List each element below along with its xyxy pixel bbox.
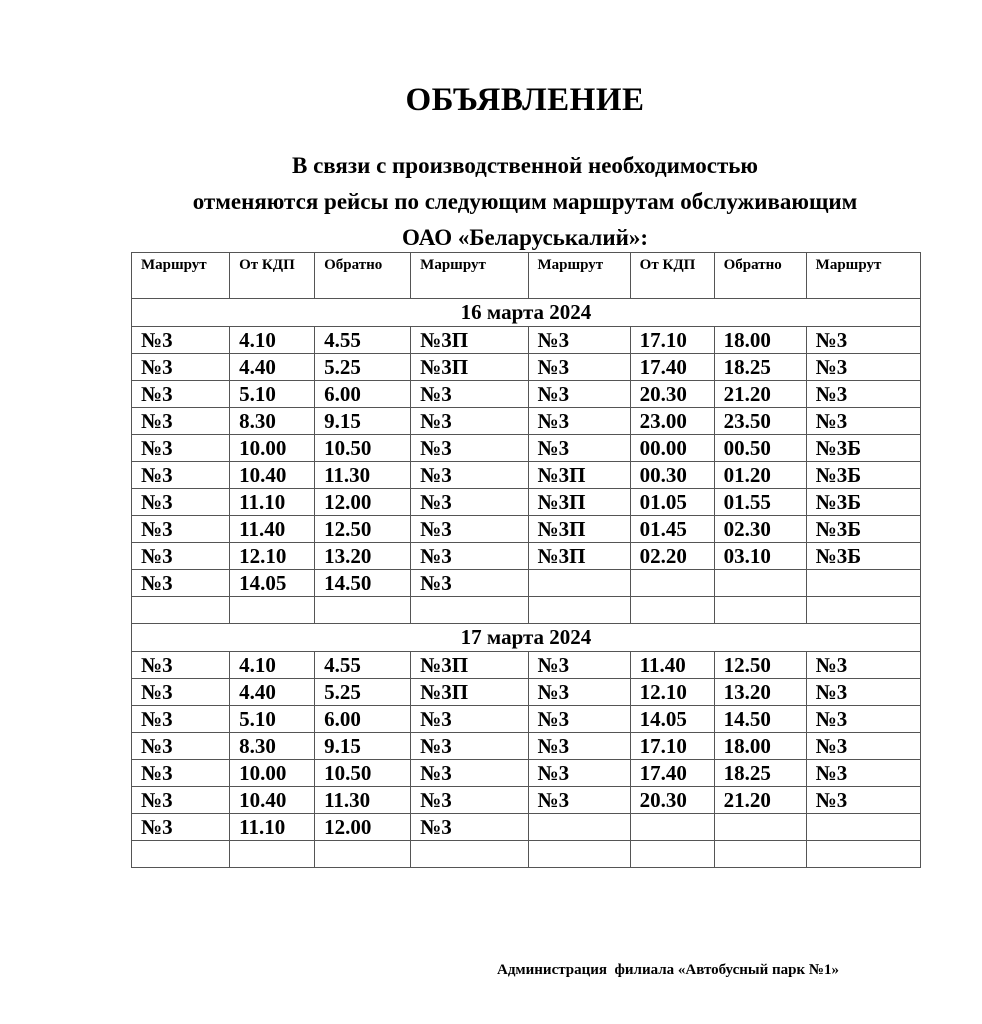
- table-cell: №3Б: [806, 516, 920, 543]
- table-cell: 10.00: [230, 760, 315, 787]
- table-cell: 01.45: [630, 516, 714, 543]
- table-cell: №3: [132, 543, 230, 570]
- table-cell: №3: [411, 706, 528, 733]
- table-cell: [411, 841, 528, 868]
- table-cell: 9.15: [315, 408, 411, 435]
- table-cell: [230, 841, 315, 868]
- table-cell: 00.00: [630, 435, 714, 462]
- table-row: [132, 652, 921, 679]
- table-cell: №3: [132, 435, 230, 462]
- table-cell: №3П: [411, 354, 528, 381]
- table-cell: 17.10: [630, 733, 714, 760]
- table-cell: 13.20: [315, 543, 411, 570]
- table-cell: №3: [132, 787, 230, 814]
- table-cell: 12.10: [230, 543, 315, 570]
- table-cell: 11.10: [230, 814, 315, 841]
- table-row: [132, 597, 921, 624]
- table-cell: 10.50: [315, 435, 411, 462]
- table-cell: №3: [411, 570, 528, 597]
- table-row: [132, 733, 921, 760]
- table-cell: №3: [528, 381, 630, 408]
- table-cell: 01.20: [714, 462, 806, 489]
- table-cell: 20.30: [630, 381, 714, 408]
- table-cell: №3: [411, 408, 528, 435]
- table-cell: №3П: [528, 516, 630, 543]
- table-cell: 11.40: [230, 516, 315, 543]
- table-cell: 10.50: [315, 760, 411, 787]
- table-cell: №3: [806, 652, 920, 679]
- table-cell: [630, 597, 714, 624]
- table-row: [132, 841, 921, 868]
- table-cell: [630, 570, 714, 597]
- table-cell: №3: [132, 489, 230, 516]
- table-row: [132, 354, 921, 381]
- table-cell: [411, 597, 528, 624]
- table-cell: №3: [132, 679, 230, 706]
- table-row: [132, 706, 921, 733]
- table-cell: №3: [806, 354, 920, 381]
- table-cell: №3: [528, 652, 630, 679]
- header-route: Маршрут: [411, 253, 528, 299]
- table-cell: 18.25: [714, 354, 806, 381]
- table-cell: [132, 841, 230, 868]
- table-cell: 5.25: [315, 679, 411, 706]
- table-cell: 10.00: [230, 435, 315, 462]
- table-cell: 23.50: [714, 408, 806, 435]
- table-cell: 17.40: [630, 354, 714, 381]
- header-return: Обратно: [315, 253, 411, 299]
- table-cell: №3: [806, 327, 920, 354]
- table-row: [132, 327, 921, 354]
- table-cell: [714, 841, 806, 868]
- table-cell: 01.55: [714, 489, 806, 516]
- table-row: [132, 408, 921, 435]
- table-cell: №3: [806, 381, 920, 408]
- table-row: [132, 570, 921, 597]
- section-date: 17 марта 2024: [132, 624, 921, 652]
- table-cell: №3: [132, 327, 230, 354]
- table-cell: [806, 841, 920, 868]
- table-cell: [528, 841, 630, 868]
- section-date: 16 марта 2024: [132, 299, 921, 327]
- table-cell: №3Б: [806, 543, 920, 570]
- table-cell: 17.40: [630, 760, 714, 787]
- table-cell: [806, 597, 920, 624]
- table-cell: №3: [411, 814, 528, 841]
- table-cell: [806, 814, 920, 841]
- table-cell: 14.05: [230, 570, 315, 597]
- announcement-line-3: ОАО «Беларуськалий»:: [402, 225, 648, 250]
- table-cell: 5.25: [315, 354, 411, 381]
- table-cell: [528, 570, 630, 597]
- table-cell: 17.10: [630, 327, 714, 354]
- table-cell: 4.10: [230, 652, 315, 679]
- table-cell: №3: [411, 760, 528, 787]
- table-cell: №3Б: [806, 489, 920, 516]
- table-row: [132, 814, 921, 841]
- table-cell: №3: [806, 679, 920, 706]
- table-cell: [315, 597, 411, 624]
- table-cell: №3: [528, 435, 630, 462]
- table-cell: 6.00: [315, 381, 411, 408]
- table-cell: 02.20: [630, 543, 714, 570]
- table-cell: №3: [132, 516, 230, 543]
- table-cell: №3: [806, 408, 920, 435]
- cancelled-trips-table: [131, 252, 921, 868]
- table-cell: №3: [411, 516, 528, 543]
- date-row: [132, 299, 921, 327]
- table-cell: №3П: [411, 327, 528, 354]
- table-row: [132, 489, 921, 516]
- table-cell: №3: [806, 787, 920, 814]
- table-cell: 6.00: [315, 706, 411, 733]
- table-cell: №3: [528, 327, 630, 354]
- table-cell: 14.05: [630, 706, 714, 733]
- table-cell: №3: [132, 706, 230, 733]
- table-cell: 23.00: [630, 408, 714, 435]
- table-cell: 4.55: [315, 327, 411, 354]
- table-cell: 4.40: [230, 679, 315, 706]
- table-cell: [132, 597, 230, 624]
- table-cell: 14.50: [714, 706, 806, 733]
- table-cell: 13.20: [714, 679, 806, 706]
- table-cell: №3: [528, 787, 630, 814]
- table-cell: 21.20: [714, 787, 806, 814]
- footer-signature: Администрация филиала «Автобусный парк №1»: [497, 962, 839, 978]
- table-cell: 00.50: [714, 435, 806, 462]
- table-cell: [714, 814, 806, 841]
- table-cell: №3: [528, 354, 630, 381]
- table-cell: №3П: [411, 679, 528, 706]
- table-row: [132, 787, 921, 814]
- table-cell: 11.40: [630, 652, 714, 679]
- header-route: Маршрут: [132, 253, 230, 299]
- table-cell: 21.20: [714, 381, 806, 408]
- table-cell: 12.10: [630, 679, 714, 706]
- table-body: [132, 299, 921, 868]
- table-cell: №3П: [528, 462, 630, 489]
- table-cell: 18.00: [714, 733, 806, 760]
- table-cell: 5.10: [230, 381, 315, 408]
- announcement-text: [0, 148, 982, 256]
- announcement-line-2: отменяются рейсы по следующим маршрутам обслуживающим: [192, 189, 858, 214]
- table-cell: 11.30: [315, 462, 411, 489]
- table-cell: 4.55: [315, 652, 411, 679]
- table-cell: №3: [528, 408, 630, 435]
- table-cell: 20.30: [630, 787, 714, 814]
- table-cell: 9.15: [315, 733, 411, 760]
- table-cell: №3: [528, 733, 630, 760]
- table-cell: №3: [411, 489, 528, 516]
- table-header-row: [132, 253, 921, 299]
- table-cell: 12.50: [315, 516, 411, 543]
- page-title: ОБЪЯВЛЕНИЕ: [405, 82, 645, 118]
- date-row: [132, 624, 921, 652]
- header-route: Маршрут: [806, 253, 920, 299]
- table-cell: №3: [806, 706, 920, 733]
- table-cell: [806, 570, 920, 597]
- table-cell: №3: [132, 760, 230, 787]
- table-row: [132, 679, 921, 706]
- table-cell: 11.10: [230, 489, 315, 516]
- table-row: [132, 760, 921, 787]
- table-row: [132, 543, 921, 570]
- table-cell: №3Б: [806, 462, 920, 489]
- table-cell: №3: [411, 543, 528, 570]
- table-cell: 4.10: [230, 327, 315, 354]
- table-cell: №3Б: [806, 435, 920, 462]
- table-cell: №3: [411, 733, 528, 760]
- table-cell: 00.30: [630, 462, 714, 489]
- table-cell: [630, 814, 714, 841]
- table-cell: №3: [132, 354, 230, 381]
- table-row: [132, 381, 921, 408]
- table-cell: 02.30: [714, 516, 806, 543]
- table-cell: №3: [132, 462, 230, 489]
- table-cell: 14.50: [315, 570, 411, 597]
- table-cell: №3: [411, 787, 528, 814]
- table-cell: №3: [806, 760, 920, 787]
- table-cell: №3: [132, 733, 230, 760]
- table-cell: 12.00: [315, 489, 411, 516]
- table-cell: 11.30: [315, 787, 411, 814]
- table-cell: №3: [411, 435, 528, 462]
- table-cell: 03.10: [714, 543, 806, 570]
- table-cell: 5.10: [230, 706, 315, 733]
- table-cell: №3: [411, 381, 528, 408]
- table-cell: 18.00: [714, 327, 806, 354]
- table-cell: №3: [132, 570, 230, 597]
- table-row: [132, 435, 921, 462]
- table-cell: №3П: [528, 489, 630, 516]
- table-cell: №3: [132, 652, 230, 679]
- table-cell: 01.05: [630, 489, 714, 516]
- table-cell: №3П: [411, 652, 528, 679]
- table-row: [132, 462, 921, 489]
- table-cell: 10.40: [230, 462, 315, 489]
- table-cell: 10.40: [230, 787, 315, 814]
- table-cell: №3: [411, 462, 528, 489]
- announcement-line-1: В связи с производственной необходимостью: [291, 153, 759, 178]
- table-cell: №3: [528, 706, 630, 733]
- header-from-kdp: От КДП: [230, 253, 315, 299]
- table-cell: №3П: [528, 543, 630, 570]
- table-cell: [714, 597, 806, 624]
- table-cell: №3: [528, 760, 630, 787]
- table-cell: [630, 841, 714, 868]
- table-cell: №3: [528, 679, 630, 706]
- table-cell: [315, 841, 411, 868]
- table-cell: 8.30: [230, 408, 315, 435]
- table-cell: [714, 570, 806, 597]
- table-cell: №3: [132, 381, 230, 408]
- table-cell: [528, 597, 630, 624]
- header-route: Маршрут: [528, 253, 630, 299]
- table-cell: 4.40: [230, 354, 315, 381]
- table-cell: 12.50: [714, 652, 806, 679]
- table-cell: 18.25: [714, 760, 806, 787]
- table-cell: [230, 597, 315, 624]
- table-cell: №3: [806, 733, 920, 760]
- header-return: Обратно: [714, 253, 806, 299]
- table-cell: №3: [132, 814, 230, 841]
- header-from-kdp: От КДП: [630, 253, 714, 299]
- table-row: [132, 516, 921, 543]
- table-cell: 12.00: [315, 814, 411, 841]
- table-cell: 8.30: [230, 733, 315, 760]
- table-cell: [528, 814, 630, 841]
- table-cell: №3: [132, 408, 230, 435]
